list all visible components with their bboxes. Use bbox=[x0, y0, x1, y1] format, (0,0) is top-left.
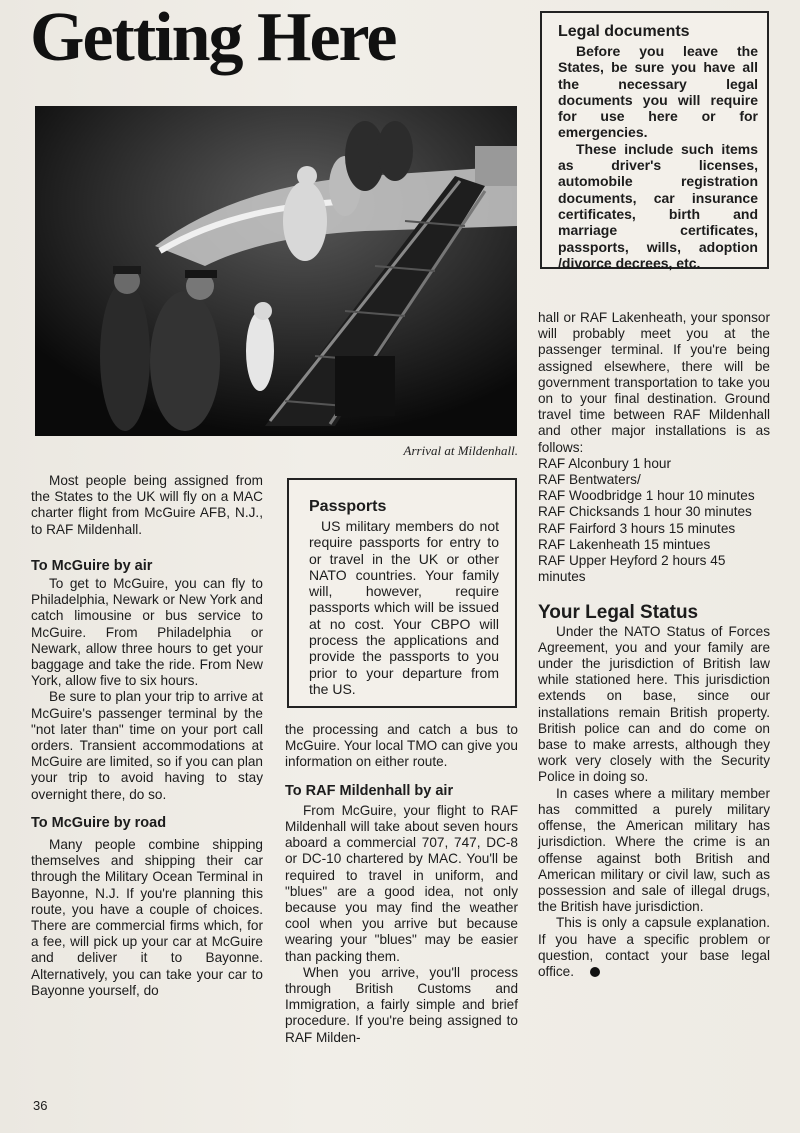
end-of-article-bullet-icon bbox=[590, 967, 600, 977]
page-number: 36 bbox=[33, 1098, 48, 1113]
airplane-stairs-illustration bbox=[35, 106, 517, 436]
travel-times-list bbox=[538, 456, 770, 586]
travel-time-item: RAF Bentwaters/ bbox=[538, 472, 641, 488]
mildenhall-air-para-2-continued: hall or RAF Lakenheath, your sponsor will probably meet you at the passenger terminal. If you're being assigned elsewhere, there will be government transportation to take you on to your final destination. Ground travel time between RAF Mildenhall and other major installations is as follows: bbox=[538, 310, 770, 455]
mcguire-road-para-1-continued: the processing and catch a bus to McGuire. Your local TMO can give you information on either route. bbox=[285, 722, 518, 770]
column-middle bbox=[285, 722, 518, 1046]
legal-documents-box bbox=[540, 11, 769, 269]
legal-status-para-2: In cases where a military member has committed a purely military offense, the American military has jurisdiction. Where the crime is an offense against both British and American military or civil law, such as possession and sale of illegal drugs, the British have jurisdiction. bbox=[538, 785, 770, 915]
column-right bbox=[538, 310, 770, 980]
arrival-photo bbox=[35, 106, 517, 436]
legal-documents-heading: Legal documents bbox=[558, 23, 690, 40]
intro-paragraph: Most people being assigned from the States to the UK will fly on a MAC charter flight from McGuire AFB, N.J., to RAF Mildenhall. bbox=[31, 473, 263, 537]
mcguire-road-para-1: Many people combine shipping themselves and shipping their car through the Military Ocean Terminal in Bayonne, N.J. If you're planning this route, you have a couple of choices. There are commercial firms which, for a fee, will pick up your car at McGuire and deliver it to Bayonne. Alternatively, you can take your car to Bayonne yourself, do bbox=[31, 837, 263, 998]
legal-status-para-3-text: This is only a capsule explanation. If you have a specific problem or question, contact your base legal office. bbox=[538, 915, 770, 979]
travel-time-item: RAF Woodbridge 1 hour 10 minutes bbox=[538, 488, 755, 504]
legal-documents-para-2: These include such items as driver's licenses, automobile registration documents, car insurance certificates, birth and marriage certificates, passports, wills, adoption /divorce decrees, etc. bbox=[558, 140, 758, 271]
travel-time-item: RAF Chicksands 1 hour 30 minutes bbox=[538, 504, 752, 520]
mildenhall-air-para-2: When you arrive, you'll process through British Customs and Immigration, a fairly simple and brief procedure. If you're being assigned to RAF Milden- bbox=[285, 964, 518, 1045]
travel-time-item: RAF Alconbury 1 hour bbox=[538, 455, 671, 471]
mcguire-air-para-1: To get to McGuire, you can fly to Philadelphia, Newark or New York and catch limousine or bus service to McGuire. From Philadelphia or Newark, allow three hours to get your baggage and take the ride. From New York, allow five to six hours. bbox=[31, 576, 263, 689]
column-left bbox=[31, 473, 263, 999]
legal-status-para-3 bbox=[538, 915, 770, 980]
travel-time-item: RAF Fairford 3 hours 15 minutes bbox=[538, 520, 736, 536]
passports-heading: Passports bbox=[309, 498, 387, 515]
photo-caption: Arrival at Mildenhall. bbox=[403, 443, 518, 458]
legal-documents-para-1: Before you leave the States, be sure you have all the necessary legal documents you will require for use here or for emergencies. bbox=[558, 43, 758, 141]
travel-time-item: RAF Lakenheath 15 mintues bbox=[538, 536, 711, 552]
section-heading-legal-status: Your Legal Status bbox=[538, 602, 699, 624]
travel-time-item: RAF Upper Heyford 2 hours 45 minutes bbox=[538, 553, 726, 585]
mcguire-air-para-2: Be sure to plan your trip to arrive at McGuire's passenger terminal by the "not later than" time on your port call orders. Transient accommodations at McGuire are limited, so if you can plan your trip to avoid having to stay overnight there, do so. bbox=[31, 689, 263, 802]
page-title: Getting Here bbox=[30, 0, 396, 76]
passports-box bbox=[287, 478, 517, 708]
legal-status-para-1: Under the NATO Status of Forces Agreement, you and your family are under the jurisdiction of British law while stationed here. This jurisdiction extends on base, since our installations remain British property. British police can and do come on base to make arrests, although they work very closely with the Security Police in doing so. bbox=[538, 623, 770, 785]
section-heading-mildenhall-air: To RAF Mildenhall by air bbox=[285, 782, 454, 799]
section-heading-mcguire-road: To McGuire by road bbox=[31, 814, 167, 831]
passports-body: US military members do not require passports for entry to or travel in the UK or other NATO countries. Your family will, however, require passports which will be issued at no cost. Your CBPO will process the applications and provide the passports to you prior to your departure from the US. bbox=[309, 518, 499, 697]
section-heading-mcguire-air: To McGuire by air bbox=[31, 557, 153, 574]
mildenhall-air-para-1: From McGuire, your flight to RAF Mildenhall will take about seven hours aboard a commercial 707, 747, DC-8 or DC-10 chartered by MAC. You'll be required to travel in uniform, and "blues" are a good idea, not only because you may find the weather cool when you arrive but because wearing your "blues" may be easier than packing them. bbox=[285, 802, 518, 964]
